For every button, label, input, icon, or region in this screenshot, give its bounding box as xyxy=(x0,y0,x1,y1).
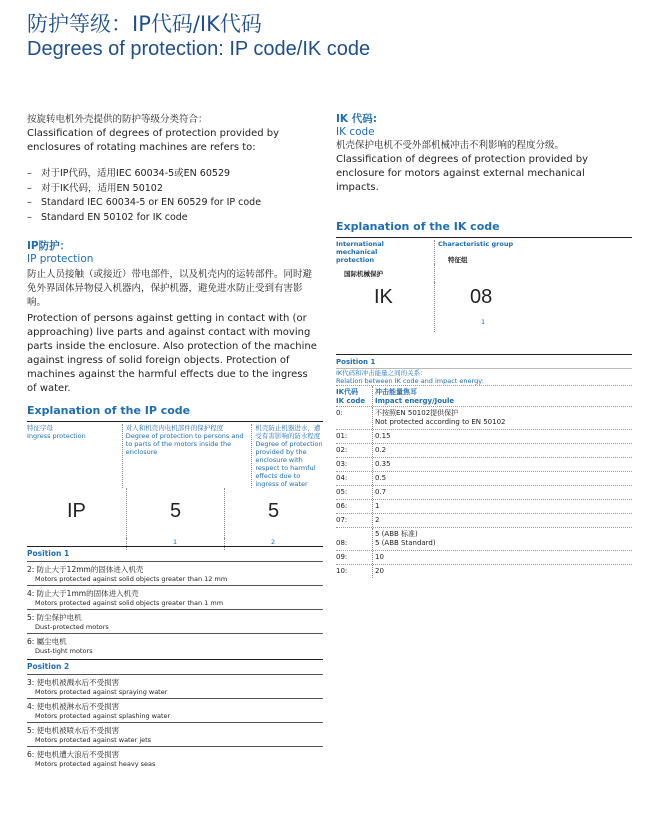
ik-pos1-sub-cn: IK代码和冲击能量之间的关系： xyxy=(336,369,427,377)
ik-col1-en: International mechanical protection xyxy=(336,240,384,264)
ik-col-energy-en: Impact energy/Joule xyxy=(375,397,455,405)
row-en: Motors protected against water jets xyxy=(35,736,152,744)
ik-energy-cell xyxy=(372,500,632,513)
intro-text-cn: 按旋转电机外壳提供的防护等级分类符合： xyxy=(27,114,208,125)
ik-pos1-heading: Position 1 xyxy=(336,358,376,366)
ik-col-code-cn: IK代码 xyxy=(336,388,359,396)
ik-heading-en: IK code xyxy=(336,126,375,138)
ip-col3-en: Degree of protection provided by the enclosure with respect to harmful effects due to ingress of water xyxy=(255,440,323,488)
ik-explanation xyxy=(336,220,632,332)
row-en: Motors protected against solid objects greater than 1 mm xyxy=(35,599,224,607)
table-row xyxy=(336,429,632,443)
intro-text-en: Classification of degrees of protection provided by enclosures of rotating machines are refers to: xyxy=(27,128,280,153)
ik-col2-cn: 特征组 xyxy=(448,256,468,264)
ik-code-cell: 02: xyxy=(336,446,348,454)
ip-digit-2: 5 xyxy=(268,500,280,522)
standards-list xyxy=(27,167,317,225)
ik-table-body xyxy=(336,406,632,578)
ip-code: IP xyxy=(67,500,86,522)
row-en: Dust-tight motors xyxy=(35,647,93,655)
ik-energy-value: 0.5 xyxy=(375,474,387,482)
ik-col2-en: Characteristic group xyxy=(438,240,514,248)
ik-energy-cell xyxy=(372,472,632,485)
ip-index-1: 1 xyxy=(173,538,178,546)
table-row xyxy=(27,633,323,657)
row-cn: 6: 使电机遭大浪后不受损害 xyxy=(27,750,120,759)
ik-table-header xyxy=(336,385,632,406)
ik-energy-cell xyxy=(372,458,632,471)
pos1-heading: Position 1 xyxy=(27,549,70,558)
ik-energy-value: 0.7 xyxy=(375,488,387,496)
ik-energy-value: 不按照EN 50102提供保护 xyxy=(375,409,459,417)
ip-heading-en: IP protection xyxy=(27,253,94,265)
ik-energy-value: 20 xyxy=(375,567,384,575)
row-cn: 2: 防止大于12mm的固体进入机壳 xyxy=(27,565,144,574)
ik-energy-cell xyxy=(372,407,632,429)
ik-code-cell: 06: xyxy=(336,502,348,510)
ip-text-en: Protection of persons against getting in contact with (or approaching) live parts and against contact with moving parts inside the enclosure. Also protection of the machine against ingress of solid foreign objects. Protection of machines against the harmful effects due to the ingress of water. xyxy=(27,313,317,394)
ik-heading-cn: IK 代码: xyxy=(336,113,377,125)
ik-text-cn: 机壳保护电机不受外部机械冲击不利影响的程度分级。 xyxy=(336,140,565,151)
row-cn: 4: 防止大于1mm的固体进入机壳 xyxy=(27,589,139,598)
table-row xyxy=(336,457,632,471)
table-row xyxy=(27,746,323,770)
ik-digits: 08 xyxy=(470,286,493,308)
ik-index-1: 1 xyxy=(481,318,486,326)
table-row xyxy=(336,485,632,499)
ik-energy-cell xyxy=(372,528,632,550)
ik-energy-value-en: 5 (ABB Standard) xyxy=(375,539,436,547)
ip-col2-en: Degree of protection to persons and to parts of the motors inside the enclosure xyxy=(125,432,244,456)
ip-col3-cn: 机壳防止机器进水，遭受有害影响的防水程度 xyxy=(255,424,321,440)
ik-code-cell: 03: xyxy=(336,460,348,468)
table-row xyxy=(27,698,323,722)
table-row xyxy=(27,585,323,609)
ik-expl-heading: Explanation of the IK code xyxy=(336,220,500,233)
ip-explanation xyxy=(27,404,323,552)
ik-col-code-en: IK code xyxy=(336,397,366,405)
table-row xyxy=(27,609,323,633)
table-row xyxy=(27,561,323,585)
row-cn: 3: 使电机被溅水后不受损害 xyxy=(27,678,120,687)
ik-section xyxy=(336,113,626,195)
table-row xyxy=(336,513,632,527)
ik-col-energy-cn: 冲击能量焦耳 xyxy=(375,388,417,396)
list-item: – Standard EN 50102 for IK code xyxy=(27,211,317,226)
ik-code-cell: 05: xyxy=(336,488,348,496)
ik-energy-value: 5 (ABB 标准) xyxy=(375,530,418,538)
list-item: – 对于IK代码，适用EN 50102 xyxy=(27,182,317,197)
table-row xyxy=(336,527,632,550)
row-cn: 6: 屬尘电机 xyxy=(27,637,67,646)
ik-code-cell: 01: xyxy=(336,432,348,440)
row-en: Motors protected against spraying water xyxy=(35,688,168,696)
ik-energy-cell xyxy=(372,444,632,457)
ip-heading-cn: IP防护： xyxy=(27,240,71,252)
ik-energy-value: 0.2 xyxy=(375,446,387,454)
row-en: Motors protected against solid objects greater than 12 mm xyxy=(35,575,228,583)
ik-energy-value: 2 xyxy=(375,516,380,524)
table-row xyxy=(336,564,632,578)
ik-code: IK xyxy=(374,286,393,308)
ik-code-cell: 04: xyxy=(336,474,348,482)
ik-energy-cell xyxy=(372,565,632,578)
row-cn: 5: 使电机被喷水后不受损害 xyxy=(27,726,120,735)
ik-code-cell: 0: xyxy=(336,409,343,417)
ik-code-cell: 08: xyxy=(336,539,348,547)
table-row xyxy=(27,722,323,746)
ik-energy-value: 1 xyxy=(375,502,380,510)
ik-energy-cell xyxy=(372,430,632,443)
ik-code-cell: 07: xyxy=(336,516,348,524)
ip-col2-cn: 对人和机壳内电机部件的保护程度 xyxy=(125,424,224,432)
ip-col1-cn: 特征字母 xyxy=(27,424,53,432)
page-title-cn: 防护等级：IP代码/IK代码 xyxy=(27,12,262,36)
list-item: – Standard IEC 60034-5 or EN 60529 for IP code xyxy=(27,196,317,211)
ik-position-1 xyxy=(336,354,632,578)
ik-energy-cell xyxy=(372,486,632,499)
ip-expl-heading: Explanation of the IP code xyxy=(27,404,191,417)
table-row xyxy=(336,499,632,513)
ik-energy-value: 0.15 xyxy=(375,432,391,440)
ip-text-cn: 防止人员接触（或接近）带电部件，以及机壳内的运转部件。同时避免外界固体异物侵入机器内，保护机器，避免进水防止受到有害影响。 xyxy=(27,269,313,308)
ik-energy-value: 0.35 xyxy=(375,460,391,468)
ip-col1-en: Ingress protection xyxy=(27,432,86,440)
intro-section xyxy=(27,113,317,225)
ip-digit-1: 5 xyxy=(170,500,182,522)
ik-col1-cn: 国际机械保护 xyxy=(344,270,383,278)
ik-energy-value-en: Not protected according to EN 50102 xyxy=(375,418,506,426)
table-row xyxy=(336,406,632,429)
ik-pos1-sub-en: Relation between IK code and impact energy: xyxy=(336,377,484,385)
ip-index-2: 2 xyxy=(271,538,276,546)
table-row xyxy=(336,550,632,564)
row-en: Dust-protected motors xyxy=(35,623,109,631)
page-title-en: Degrees of protection: IP code/IK code xyxy=(27,38,371,60)
ik-energy-cell xyxy=(372,514,632,527)
row-cn: 4: 使电机被淋水后不受损害 xyxy=(27,702,120,711)
table-row xyxy=(336,471,632,485)
row-en: Motors protected against splashing water xyxy=(35,712,171,720)
table-row xyxy=(336,443,632,457)
row-cn: 5: 防尘保护电机 xyxy=(27,613,82,622)
ik-text-en: Classification of degrees of protection provided by enclosure for motors against external mechanical impacts. xyxy=(336,154,589,193)
ik-energy-cell xyxy=(372,551,632,564)
ik-code-cell: 10: xyxy=(336,567,348,575)
row-en: Motors protected against heavy seas xyxy=(35,760,156,768)
ik-code-cell: 09: xyxy=(336,553,348,561)
ip-position-1 xyxy=(27,546,323,770)
list-item: – 对于IP代码，适用IEC 60034-5或EN 60529 xyxy=(27,167,317,182)
ik-energy-value: 10 xyxy=(375,553,384,561)
ip-section xyxy=(27,240,317,396)
table-row xyxy=(27,674,323,698)
pos2-heading: Position 2 xyxy=(27,662,70,671)
